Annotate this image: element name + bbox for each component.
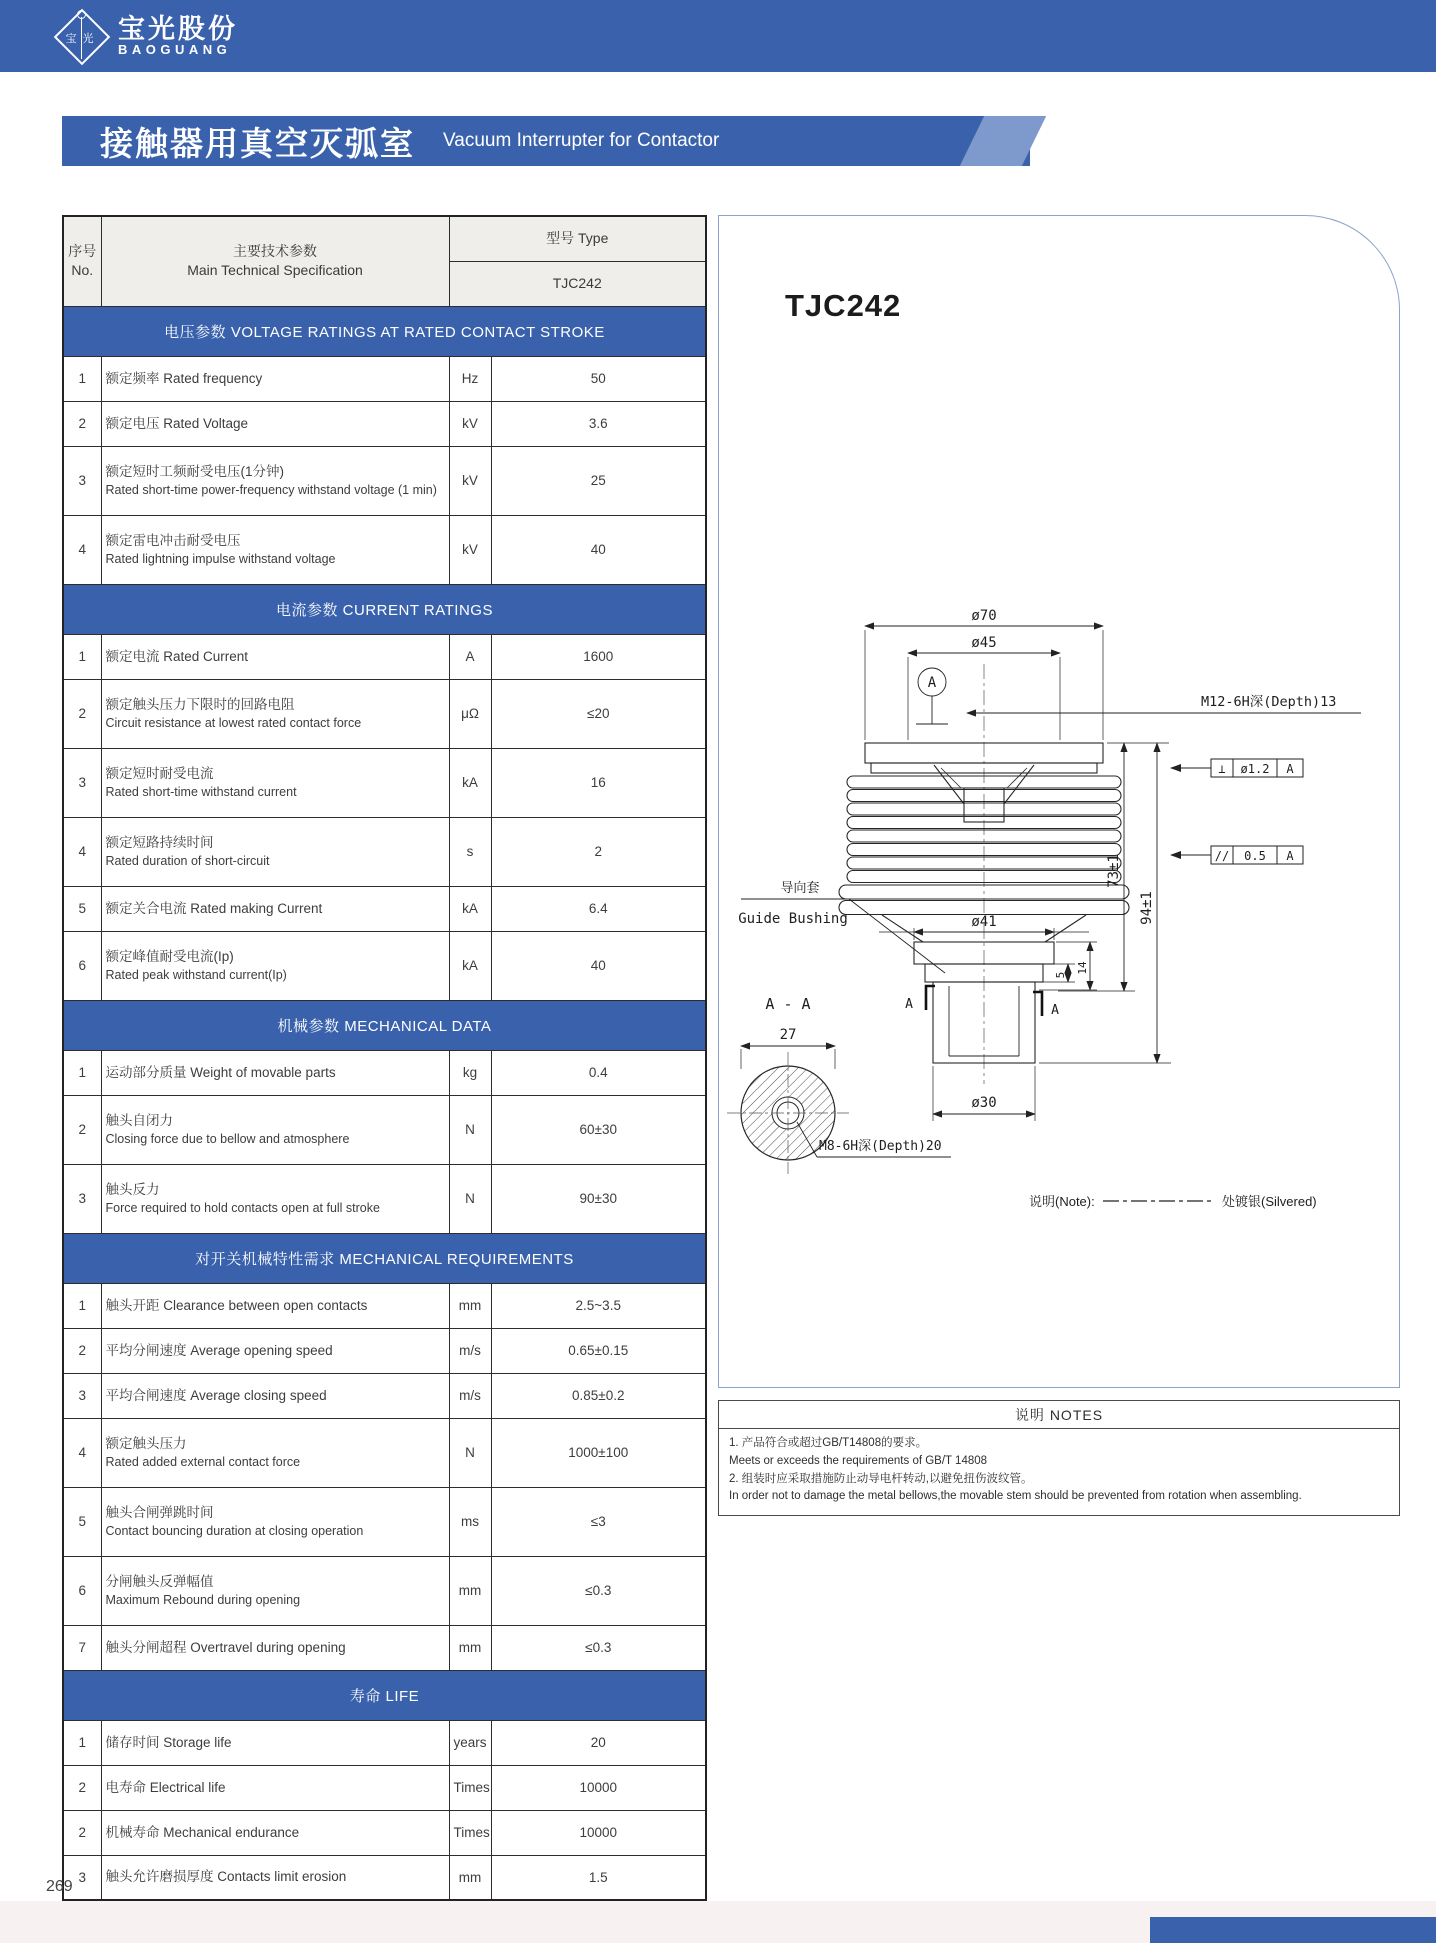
row-number: 3 xyxy=(63,1855,101,1900)
row-number: 1 xyxy=(63,1283,101,1328)
col-header-type: 型号 Type xyxy=(449,216,706,261)
row-unit: kV xyxy=(449,446,491,515)
svg-text:导向套: 导向套 xyxy=(780,880,820,895)
svg-text:M12-6H深(Depth)13: M12-6H深(Depth)13 xyxy=(1201,694,1337,710)
row-value: ≤0.3 xyxy=(491,1556,706,1625)
section-header-row xyxy=(63,1000,706,1050)
logo-mark-text: 宝光 xyxy=(65,33,100,45)
col-header-spec: 主要技术参数 Main Technical Specification xyxy=(101,216,449,306)
row-spec: 额定电流 Rated Current xyxy=(101,634,449,679)
table-row xyxy=(63,748,706,817)
row-number: 5 xyxy=(63,886,101,931)
row-value: 40 xyxy=(491,515,706,584)
row-value: 25 xyxy=(491,446,706,515)
type-value-cell: TJC242 xyxy=(449,261,706,306)
company-logo xyxy=(54,9,238,63)
svg-text:94±1: 94±1 xyxy=(1139,891,1155,925)
table-row xyxy=(63,1487,706,1556)
row-value: 6.4 xyxy=(491,886,706,931)
table-row xyxy=(63,1095,706,1164)
svg-text:A: A xyxy=(1051,1003,1059,1018)
section-header-row xyxy=(63,1233,706,1283)
table-row xyxy=(63,1373,706,1418)
table-row xyxy=(63,1765,706,1810)
table-row xyxy=(63,1328,706,1373)
row-unit: kV xyxy=(449,401,491,446)
row-number: 2 xyxy=(63,401,101,446)
row-unit: m/s xyxy=(449,1328,491,1373)
table-row xyxy=(63,1810,706,1855)
row-number: 2 xyxy=(63,1095,101,1164)
section-title: 电流参数 CURRENT RATINGS xyxy=(63,584,706,634)
tolerance-frames xyxy=(1171,759,1303,864)
row-unit: N xyxy=(449,1164,491,1233)
svg-text:27: 27 xyxy=(779,1027,797,1043)
svg-text:ø45: ø45 xyxy=(971,635,997,651)
section-header-row xyxy=(63,1670,706,1720)
dimension-labels xyxy=(928,608,1337,1111)
notes-box xyxy=(718,1400,1400,1516)
banner-accent-shape xyxy=(960,116,1046,166)
row-spec: 额定触头压力下限时的回路电阻 Circuit resistance at lowest rated contact force xyxy=(101,679,449,748)
note-line: 2. 组装时应采取措施防止动导电杆转动,以避免扭伤波纹管。 xyxy=(729,1472,1033,1485)
table-row xyxy=(63,1050,706,1095)
svg-text:A: A xyxy=(1286,849,1294,863)
table-row xyxy=(63,515,706,584)
row-value: 90±30 xyxy=(491,1164,706,1233)
row-spec: 储存时间 Storage life xyxy=(101,1720,449,1765)
table-row xyxy=(63,1720,706,1765)
row-unit: kV xyxy=(449,515,491,584)
row-number: 1 xyxy=(63,1050,101,1095)
svg-text:73±1: 73±1 xyxy=(1106,854,1122,888)
row-value: 10000 xyxy=(491,1765,706,1810)
svg-text:14: 14 xyxy=(1076,961,1089,975)
svg-text:A - A: A - A xyxy=(765,995,811,1013)
row-unit: kA xyxy=(449,748,491,817)
row-unit: kA xyxy=(449,886,491,931)
svg-text:处镀银(Silvered): 处镀银(Silvered) xyxy=(1222,1194,1317,1209)
row-value: 2.5~3.5 xyxy=(491,1283,706,1328)
row-number: 1 xyxy=(63,356,101,401)
row-unit: s xyxy=(449,817,491,886)
row-value: 40 xyxy=(491,931,706,1000)
row-value: 1000±100 xyxy=(491,1418,706,1487)
footer-accent-bar xyxy=(1150,1917,1436,1943)
row-value: 10000 xyxy=(491,1810,706,1855)
section-cut-marks xyxy=(905,986,1059,1018)
svg-text:Guide Bushing: Guide Bushing xyxy=(738,911,848,927)
notes-body xyxy=(719,1429,1399,1515)
company-name-zh: 宝光股份 xyxy=(118,14,238,44)
svg-text:ø41: ø41 xyxy=(971,914,997,930)
section-header-row xyxy=(63,584,706,634)
section-title: 寿命 LIFE xyxy=(63,1670,706,1720)
page-number: 269 xyxy=(46,1878,73,1895)
row-number: 7 xyxy=(63,1625,101,1670)
table-row xyxy=(63,446,706,515)
table-row xyxy=(63,817,706,886)
row-value: 50 xyxy=(491,356,706,401)
row-spec: 额定峰值耐受电流(Ip) Rated peak withstand current(Ip) xyxy=(101,931,449,1000)
row-spec: 额定雷电冲击耐受电压 Rated lightning impulse withstand voltage xyxy=(101,515,449,584)
row-unit: ms xyxy=(449,1487,491,1556)
row-number: 1 xyxy=(63,634,101,679)
row-number: 3 xyxy=(63,1164,101,1233)
table-row xyxy=(63,1164,706,1233)
drawing-model-title: TJC242 xyxy=(785,288,902,323)
col-header-no: 序号 No. xyxy=(63,216,101,306)
table-row xyxy=(63,634,706,679)
row-spec: 触头分闸超程 Overtravel during opening xyxy=(101,1625,449,1670)
row-spec: 平均分闸速度 Average opening speed xyxy=(101,1328,449,1373)
row-unit: N xyxy=(449,1418,491,1487)
note-line: Meets or exceeds the requirements of GB/T 14808 xyxy=(729,1454,988,1467)
table-row xyxy=(63,401,706,446)
row-spec: 分闸触头反弹幅值 Maximum Rebound during opening xyxy=(101,1556,449,1625)
silvered-note xyxy=(1029,1194,1317,1209)
row-spec: 额定短路持续时间 Rated duration of short-circuit xyxy=(101,817,449,886)
row-spec: 平均合闸速度 Average closing speed xyxy=(101,1373,449,1418)
row-number: 6 xyxy=(63,1556,101,1625)
svg-text:ø1.2: ø1.2 xyxy=(1240,762,1270,776)
row-spec: 额定关合电流 Rated making Current xyxy=(101,886,449,931)
page-title-en: Vacuum Interrupter for Contactor xyxy=(443,130,720,151)
row-spec: 触头允许磨损厚度 Contacts limit erosion xyxy=(101,1855,449,1900)
row-number: 3 xyxy=(63,446,101,515)
row-value: 1600 xyxy=(491,634,706,679)
row-value: 3.6 xyxy=(491,401,706,446)
company-name-en: BAOGUANG xyxy=(118,42,232,58)
section-title: 对开关机械特性需求 MECHANICAL REQUIREMENTS xyxy=(63,1233,706,1283)
svg-text:ø30: ø30 xyxy=(971,1095,997,1111)
svg-text:ø70: ø70 xyxy=(971,608,997,624)
row-value: 20 xyxy=(491,1720,706,1765)
row-unit: years xyxy=(449,1720,491,1765)
svg-text://: // xyxy=(1214,849,1230,863)
row-value: 2 xyxy=(491,817,706,886)
row-number: 6 xyxy=(63,931,101,1000)
row-unit: A xyxy=(449,634,491,679)
row-spec: 额定短时耐受电流 Rated short-time withstand current xyxy=(101,748,449,817)
row-spec: 额定短时工频耐受电压(1分钟) Rated short-time power-frequency withstand voltage (1 min) xyxy=(101,446,449,515)
table-row xyxy=(63,886,706,931)
section-title: 电压参数 VOLTAGE RATINGS AT RATED CONTACT STROKE xyxy=(63,306,706,356)
row-number: 2 xyxy=(63,1810,101,1855)
top-header-bar xyxy=(0,0,1436,72)
table-row xyxy=(63,679,706,748)
svg-text:⊥: ⊥ xyxy=(1218,762,1226,776)
row-unit: mm xyxy=(449,1556,491,1625)
section-view-a-a xyxy=(727,995,951,1174)
row-spec: 触头合闸弹跳时间 Contact bouncing duration at closing operation xyxy=(101,1487,449,1556)
table-row xyxy=(63,1855,706,1900)
interrupter-front-view xyxy=(839,664,1129,1084)
row-unit: Times xyxy=(449,1810,491,1855)
section-title: 机械参数 MECHANICAL DATA xyxy=(63,1000,706,1050)
row-unit: Times xyxy=(449,1765,491,1810)
row-number: 2 xyxy=(63,679,101,748)
row-unit: mm xyxy=(449,1855,491,1900)
table-row xyxy=(63,1418,706,1487)
spec-table xyxy=(62,215,707,1901)
spec-table-body xyxy=(63,216,706,1900)
row-spec: 额定频率 Rated frequency xyxy=(101,356,449,401)
page-title-banner xyxy=(62,116,1030,166)
section-header-row xyxy=(63,306,706,356)
row-spec: 机械寿命 Mechanical endurance xyxy=(101,1810,449,1855)
svg-text:A: A xyxy=(927,675,937,691)
table-row xyxy=(63,931,706,1000)
row-value: ≤0.3 xyxy=(491,1625,706,1670)
row-number: 5 xyxy=(63,1487,101,1556)
note-line: In order not to damage the metal bellows,the movable stem should be prevented from rotation when assembling. xyxy=(729,1490,1302,1503)
row-unit: μΩ xyxy=(449,679,491,748)
page-title-zh: 接触器用真空灭弧室 xyxy=(100,124,415,162)
row-number: 3 xyxy=(63,1373,101,1418)
row-value: 16 xyxy=(491,748,706,817)
row-value: ≤3 xyxy=(491,1487,706,1556)
svg-text:5: 5 xyxy=(1054,971,1067,979)
table-row xyxy=(63,356,706,401)
row-unit: m/s xyxy=(449,1373,491,1418)
note-line: 1. 产品符合或超过GB/T14808的要求。 xyxy=(729,1437,928,1449)
row-unit: kA xyxy=(449,931,491,1000)
row-spec: 触头开距 Clearance between open contacts xyxy=(101,1283,449,1328)
row-value: 0.65±0.15 xyxy=(491,1328,706,1373)
table-row xyxy=(63,1625,706,1670)
row-value: ≤20 xyxy=(491,679,706,748)
row-value: 0.85±0.2 xyxy=(491,1373,706,1418)
svg-text:A: A xyxy=(1286,762,1294,776)
svg-text:M8-6H深(Depth)20: M8-6H深(Depth)20 xyxy=(819,1139,942,1154)
technical-drawing xyxy=(719,216,1399,1387)
drawing-panel xyxy=(718,215,1400,1388)
row-spec: 触头自闭力 Closing force due to bellow and atmosphere xyxy=(101,1095,449,1164)
row-number: 4 xyxy=(63,1418,101,1487)
row-value: 0.4 xyxy=(491,1050,706,1095)
baoguang-diamond-logo-icon xyxy=(54,9,108,63)
svg-text:说明(Note):: 说明(Note): xyxy=(1029,1194,1095,1209)
row-number: 1 xyxy=(63,1720,101,1765)
row-number: 3 xyxy=(63,748,101,817)
row-spec: 电寿命 Electrical life xyxy=(101,1765,449,1810)
row-number: 2 xyxy=(63,1328,101,1373)
row-number: 2 xyxy=(63,1765,101,1810)
notes-header: 说明 NOTES xyxy=(719,1401,1399,1429)
row-spec: 触头反力 Force required to hold contacts open at full stroke xyxy=(101,1164,449,1233)
row-spec: 额定触头压力 Rated added external contact force xyxy=(101,1418,449,1487)
row-number: 4 xyxy=(63,817,101,886)
row-unit: mm xyxy=(449,1625,491,1670)
row-unit: kg xyxy=(449,1050,491,1095)
table-row xyxy=(63,1556,706,1625)
row-spec: 额定电压 Rated Voltage xyxy=(101,401,449,446)
svg-text:A: A xyxy=(905,997,913,1012)
row-unit: mm xyxy=(449,1283,491,1328)
svg-text:0.5: 0.5 xyxy=(1244,849,1266,863)
row-unit: Hz xyxy=(449,356,491,401)
table-row xyxy=(63,1283,706,1328)
row-value: 60±30 xyxy=(491,1095,706,1164)
row-spec: 运动部分质量 Weight of movable parts xyxy=(101,1050,449,1095)
row-value: 1.5 xyxy=(491,1855,706,1900)
row-number: 4 xyxy=(63,515,101,584)
row-unit: N xyxy=(449,1095,491,1164)
